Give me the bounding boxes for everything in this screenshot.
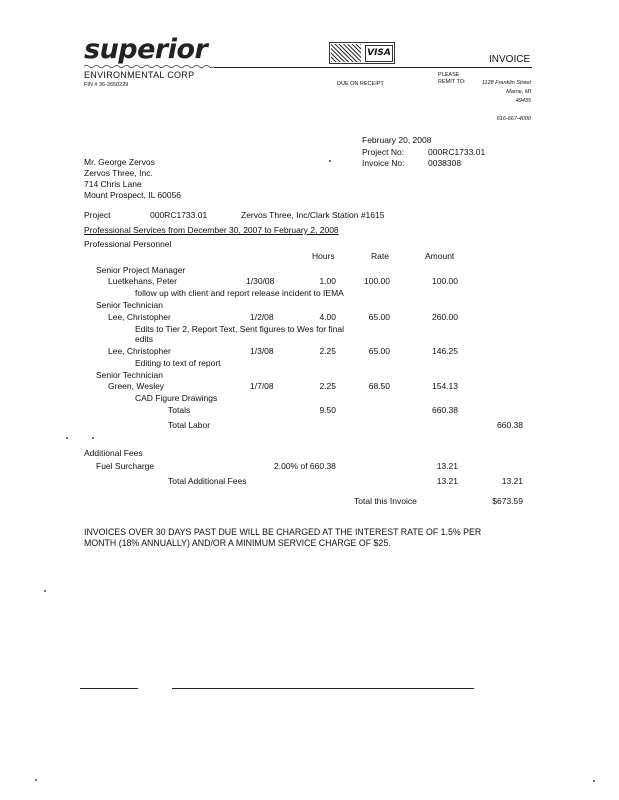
remit-street: 1128 Franklin Street (481, 80, 531, 86)
invoice-date: February 20, 2008 (362, 135, 432, 145)
company-logo: superior (84, 34, 208, 65)
labor-date: 1/30/08 (246, 276, 275, 286)
project-no-value: 000RC1733.01 (428, 147, 486, 157)
labor-hours: 1.00 (319, 276, 336, 286)
labor-name: Green, Wesley (108, 381, 165, 391)
labor-amount: 260.00 (432, 312, 458, 322)
services-period: Professional Services from December 30, 2007 to February 2, 2008 (84, 225, 339, 235)
due-on-receipt: DUE ON RECEIPT (337, 81, 384, 87)
column-rate: Rate (371, 251, 389, 261)
scan-speck (92, 437, 94, 439)
credit-card-logos (329, 42, 395, 64)
labor-note-line: edits (135, 334, 153, 344)
late-payment-notice (84, 527, 481, 549)
labor-hours: 2.25 (319, 346, 336, 356)
total-additional-fees-right: 13.21 (501, 476, 523, 486)
role-heading: Senior Technician (96, 370, 163, 380)
labor-rate: 65.00 (368, 346, 390, 356)
fuel-surcharge-label: Fuel Surcharge (96, 461, 155, 471)
project-description: Zervos Three, Inc/Clark Station #1615 (241, 210, 385, 220)
scan-speck (66, 437, 68, 439)
role-heading: Senior Technician (96, 300, 163, 310)
fuel-surcharge-amount: 13.21 (436, 461, 458, 471)
labor-name: Lee, Christopher (108, 346, 171, 356)
labor-amount: 146.25 (432, 346, 458, 356)
please-remit-label (438, 72, 466, 86)
labor-amount: 154.13 (432, 381, 458, 391)
column-amount: Amount (425, 251, 455, 261)
personnel-heading: Professional Personnel (84, 239, 172, 249)
signature-line-short (80, 688, 138, 689)
notice-line: MONTH (18% ANNUALLY) AND/OR A MINIMUM SERVICE CHARGE OF $25. (84, 538, 391, 548)
remit-zip: 49435 (515, 98, 531, 104)
bill-to-street: 714 Chris Lane (84, 179, 142, 189)
total-additional-fees-amount: 13.21 (436, 476, 458, 486)
additional-fees-heading: Additional Fees (84, 448, 143, 458)
totals-label: Totals (168, 405, 191, 415)
labor-hours: 2.25 (319, 381, 336, 391)
labor-name: Luetkehans, Peter (108, 276, 177, 286)
please-label: PLEASE (438, 72, 460, 78)
labor-amount: 100.00 (432, 276, 458, 286)
labor-note: follow up with client and report release incident to IEMA (135, 288, 344, 298)
total-labor-label: Total Labor (168, 420, 211, 430)
scan-speck (593, 780, 595, 782)
document-title: INVOICE (489, 54, 531, 65)
scan-speck (35, 779, 37, 781)
labor-note (135, 324, 344, 344)
notice-line: INVOICES OVER 30 DAYS PAST DUE WILL BE CHARGED AT THE INTEREST RATE OF 1.5% PER (84, 527, 482, 537)
invoice-total-label: Total this Invoice (354, 496, 417, 506)
company-phone: 616-667-4000 (496, 116, 531, 122)
invoice-total-amount: $673.59 (492, 496, 523, 506)
project-label: Project (84, 210, 111, 220)
labor-date: 1/7/08 (250, 381, 274, 391)
project-no-label: Project No: (362, 147, 405, 157)
labor-date: 1/2/08 (250, 312, 274, 322)
invoice-no-label: Invoice No: (362, 158, 405, 168)
labor-rate: 68.50 (368, 381, 390, 391)
signature-line-long (172, 688, 474, 689)
remit-address (470, 79, 531, 106)
column-hours: Hours (312, 251, 335, 261)
labor-name: Lee, Christopher (108, 312, 171, 322)
labor-note: CAD Figure Drawings (135, 393, 218, 403)
labor-hours: 4.00 (319, 312, 336, 322)
fuel-surcharge-calc: 2.00% of 660.38 (274, 461, 336, 471)
company-name: ENVIRONMENTAL CORP (84, 70, 195, 80)
mastercard-logo (331, 44, 361, 62)
bill-to-name: Mr. George Zervos (84, 157, 155, 167)
remit-city: Marne, MI (506, 89, 531, 95)
visa-logo: VISA (365, 45, 393, 62)
bill-to-city: Mount Prospect, IL 60056 (84, 190, 182, 200)
header-rule (214, 67, 532, 68)
labor-rate: 65.00 (368, 312, 390, 322)
role-heading: Senior Project Manager (96, 265, 186, 275)
totals-amount: 660.38 (432, 405, 458, 415)
scan-speck (329, 160, 331, 162)
fein-number: FIN # 36-3650229 (84, 82, 129, 88)
total-labor-amount: 660.38 (497, 420, 523, 430)
totals-hours: 9.50 (319, 405, 336, 415)
remit-to-label: REMIT TO: (438, 79, 466, 85)
logo-wave-line (84, 64, 214, 69)
total-additional-fees-label: Total Additional Fees (168, 476, 247, 486)
labor-date: 1/3/08 (250, 346, 274, 356)
bill-to-address (84, 157, 181, 201)
labor-note: Editing to text of report (135, 358, 221, 368)
project-number: 000RC1733.01 (150, 210, 208, 220)
labor-rate: 100.00 (364, 276, 390, 286)
invoice-no-value: 0038308 (428, 158, 462, 168)
scan-speck (44, 590, 46, 592)
labor-note-line: Edits to Tier 2, Report Text, Sent figures to Wes for final (135, 324, 344, 334)
bill-to-company: Zervos Three, Inc. (84, 168, 153, 178)
